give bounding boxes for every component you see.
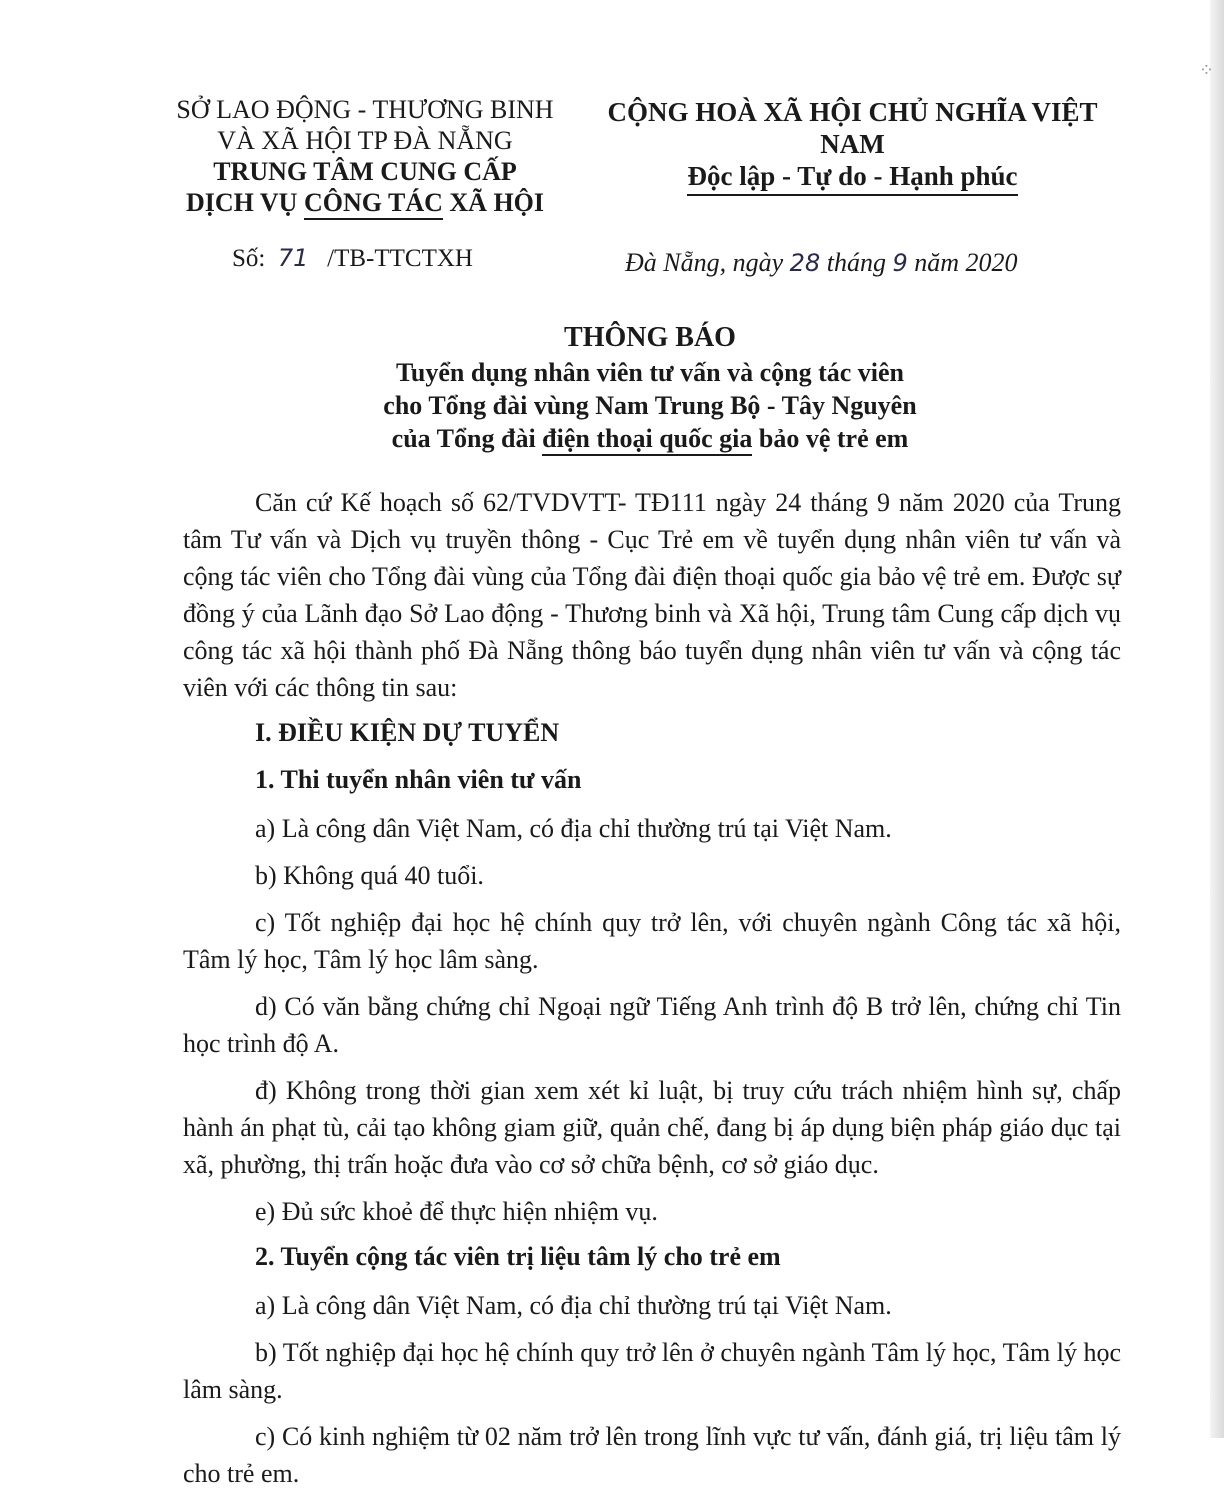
doc-number-suffix: /TB-TTCTXH bbox=[327, 245, 473, 272]
scan-edge bbox=[1210, 0, 1224, 1438]
org-line-4a: DỊCH VỤ bbox=[185, 188, 304, 217]
document-number bbox=[232, 244, 473, 273]
list-item: b) Tốt nghiệp đại học hệ chính quy trở lên ở chuyên ngành Tâm lý học, Tâm lý học lâm sàng. bbox=[183, 1338, 1121, 1404]
organization-header bbox=[165, 94, 565, 218]
list-item: e) Đủ sức khoẻ để thực hiện nhiệm vụ. bbox=[255, 1197, 658, 1226]
subtitle-3b: điện thoại quốc gia bbox=[542, 424, 752, 456]
org-line-4b: CÔNG TÁC bbox=[304, 188, 443, 220]
scan-mark-icon: ⁘ bbox=[1198, 60, 1214, 80]
doc-number-label: Số: bbox=[232, 245, 266, 272]
notice-title-block bbox=[180, 320, 1120, 455]
national-motto: Độc lập - Tự do - Hạnh phúc bbox=[687, 160, 1017, 196]
list-item: c) Tốt nghiệp đại học hệ chính quy trở lên, với chuyên ngành Công tác xã hội, Tâm lý học, Tâm lý học lâm sàng. bbox=[183, 908, 1121, 974]
date-prefix: Đà Nẵng, ngày bbox=[625, 248, 784, 277]
notice-subtitle-1: Tuyển dụng nhân viên tư vấn và cộng tác viên bbox=[395, 358, 905, 387]
subsection-2-heading: 2. Tuyển cộng tác viên trị liệu tâm lý cho trẻ em bbox=[255, 1242, 781, 1271]
list-item: d) Có văn bằng chứng chỉ Ngoại ngữ Tiếng Anh trình độ B trở lên, chứng chỉ Tin học trình độ A. bbox=[183, 992, 1121, 1058]
org-line-4c: XÃ HỘI bbox=[442, 188, 545, 217]
section-1-heading: I. ĐIỀU KIỆN DỰ TUYỂN bbox=[255, 718, 560, 747]
org-line-2: VÀ XÃ HỘI TP ĐÀ NẴNG bbox=[217, 126, 513, 155]
list-item: b) Không quá 40 tuổi. bbox=[255, 861, 484, 890]
org-line-1: SỞ LAO ĐỘNG - THƯƠNG BINH bbox=[176, 95, 554, 124]
document-date bbox=[625, 248, 1018, 278]
list-item: a) Là công dân Việt Nam, có địa chỉ thường trú tại Việt Nam. bbox=[255, 1291, 892, 1320]
notice-subtitle-3 bbox=[180, 422, 1120, 455]
doc-number-value: 71 bbox=[277, 244, 309, 272]
org-line-3: TRUNG TÂM CUNG CẤP bbox=[213, 157, 517, 186]
subtitle-3c: bảo vệ trẻ em bbox=[752, 424, 909, 453]
subtitle-3a: của Tổng đài bbox=[391, 424, 543, 453]
notice-subtitle-2: cho Tổng đài vùng Nam Trung Bộ - Tây Nguyên bbox=[383, 391, 917, 420]
date-year: năm 2020 bbox=[914, 248, 1018, 277]
subsection-1-heading: 1. Thi tuyển nhân viên tư vấn bbox=[255, 765, 582, 794]
list-item: c) Có kinh nghiệm từ 02 năm trở lên trong lĩnh vực tư vấn, đánh giá, trị liệu tâm lý cho trẻ em. bbox=[183, 1422, 1121, 1488]
list-item: a) Là công dân Việt Nam, có địa chỉ thường trú tại Việt Nam. bbox=[255, 814, 892, 843]
date-month: 9 bbox=[892, 249, 908, 277]
list-item: đ) Không trong thời gian xem xét kỉ luật, bị truy cứu trách nhiệm hình sự, chấp hành án phạt tù, cải tạo không giam giữ, quản chế, đang bị áp dụng biện pháp giáo dục tại xã, phường, thị trấn hoặc đưa vào cơ sở chữa bệnh, cơ sở giáo dục. bbox=[183, 1076, 1121, 1179]
org-line-4 bbox=[165, 187, 565, 218]
notice-body bbox=[183, 484, 1121, 1492]
intro-paragraph: Căn cứ Kế hoạch số 62/TVDVTT- TĐ111 ngày 24 tháng 9 năm 2020 của Trung tâm Tư vấn và Dịch vụ truyền thông - Cục Trẻ em về tuyển dụng nhân viên tư vấn và cộng tác viên cho Tổng đài vùng của Tổng đài điện thoại quốc gia bảo vệ trẻ em. Được sự đồng ý của Lãnh đạo Sở Lao động - Thương binh và Xã hội, Trung tâm Cung cấp dịch vụ công tác xã hội thành phố Đà Nẵng thông báo tuyển dụng nhân viên tư vấn và cộng tác viên với các thông tin sau: bbox=[183, 488, 1121, 702]
date-month-label: tháng bbox=[826, 248, 886, 277]
date-day: 28 bbox=[789, 249, 821, 277]
country-name: CỘNG HOÀ XÃ HỘI CHỦ NGHĨA VIỆT NAM bbox=[607, 97, 1098, 159]
notice-title: THÔNG BÁO bbox=[564, 322, 736, 353]
national-header bbox=[575, 96, 1130, 196]
